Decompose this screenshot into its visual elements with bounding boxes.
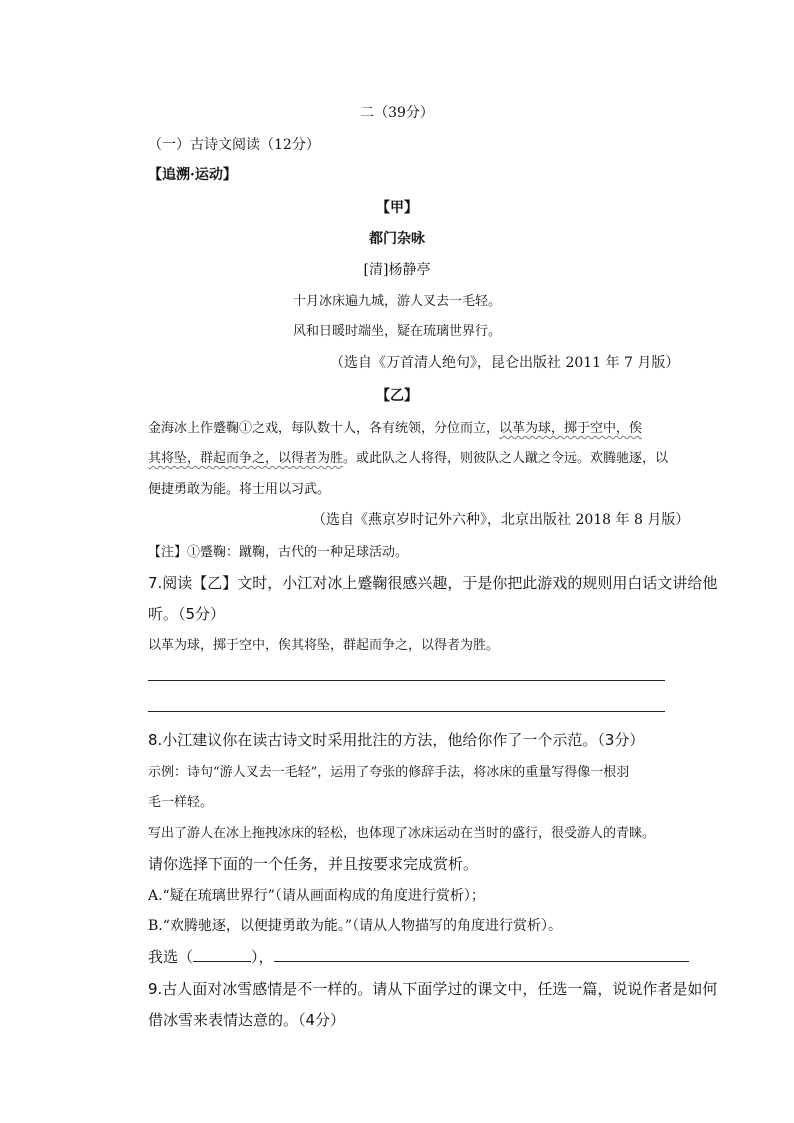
question-9-line-2: 借冰雪来表情达意的。（4分）: [148, 1011, 346, 1029]
poem-source: （选自《万首清人绝句》，昆仑出版社 2011 年 7 月版）: [330, 355, 680, 371]
answer-line-2[interactable]: [148, 711, 665, 712]
theme-label: 【追溯·运动】: [148, 167, 237, 183]
text-yi-line-1-wavy: 以革为球，掷于空中，俟: [499, 421, 643, 436]
poem-line-1: 十月冰床遍九城，游人叉去一毛轻。: [292, 294, 501, 309]
example-line-2: 毛一样轻。: [148, 795, 214, 810]
text-yi-source: （选自《燕京岁时记外六种》，北京出版社 2018 年 8 月版）: [312, 512, 690, 528]
section-heading: 二（39分）: [360, 105, 434, 121]
question-8: 8.小江建议你在读古诗文时采用批注的方法，他给你作了一个示范。（3分）: [148, 731, 645, 749]
appreciation-blank[interactable]: [274, 947, 689, 962]
option-a-quote: A.“疑在琉璃世界行”: [148, 888, 275, 904]
choice-blank[interactable]: [193, 947, 251, 962]
option-a-note: （请从画面构成的角度进行赏析）；: [274, 888, 485, 904]
example-line-1: 示例：诗句“游人叉去一毛轻”，运用了夸张的修辞手法，将冰床的重量写得像一根羽: [148, 765, 630, 780]
choose-prefix: 我选（: [148, 948, 194, 966]
text-yi-label: 【乙】: [376, 388, 418, 404]
text-jia-label: 【甲】: [376, 200, 418, 216]
text-yi-line-2: [148, 447, 668, 466]
text-yi-line-1: [148, 417, 642, 436]
poem-line-2: 风和日暖时端坐，疑在琉璃世界行。: [292, 324, 501, 339]
text-yi-line-2-plain: 。或此队之人将得，则彼队之人蹴之令远。欢腾驰逐，以: [343, 451, 669, 466]
option-a: [148, 885, 485, 905]
option-b-quote: B.“欢腾驰逐，以便捷勇敢为能。”: [148, 918, 353, 934]
text-yi-line-1-plain: 金海冰上作蹙鞠①之戏，每队数十人，各有统领，分位而立，: [148, 421, 500, 436]
task-instruction: 请你选择下面的一个任务，并且按要求完成赏析。: [148, 855, 479, 873]
choose-mid: ），: [251, 948, 274, 966]
option-b-note: （请从人物描写的角度进行赏析）。: [352, 918, 563, 934]
question-7-line-2: 听。（5分）: [148, 605, 226, 623]
poem-author: [清]杨静亭: [363, 262, 431, 278]
text-yi-line-3: 便捷勇敢为能。将士用以习武。: [148, 482, 331, 497]
answer-line-1[interactable]: [148, 680, 665, 681]
question-9-line-1: 9.古人面对冰雪感情是不一样的。请从下面学过的课文中，任选一篇，说说作者是如何: [148, 980, 718, 998]
sub-heading: （一）古诗文阅读（12分）: [148, 137, 320, 153]
choose-line: [148, 946, 689, 967]
option-b: [148, 915, 562, 935]
footnote: 【注】①蹙鞠：蹴鞠，古代的一种足球活动。: [148, 545, 409, 560]
question-7-line-1: 7.阅读【乙】文时，小江对冰上蹙鞠很感兴趣，于是你把此游戏的规则用白话文讲给他: [148, 574, 718, 592]
text-yi-line-2-wavy: 其将坠，群起而争之，以得者为胜: [148, 451, 344, 466]
poem-title: 都门杂咏: [369, 231, 425, 247]
question-7-quote: 以革为球，掷于空中，俟其将坠，群起而争之，以得者为胜。: [148, 638, 500, 653]
example-line-3: 写出了游人在冰上拖拽冰床的轻松，也体现了冰床运动在当时的盛行，很受游人的青睐。: [148, 826, 656, 841]
